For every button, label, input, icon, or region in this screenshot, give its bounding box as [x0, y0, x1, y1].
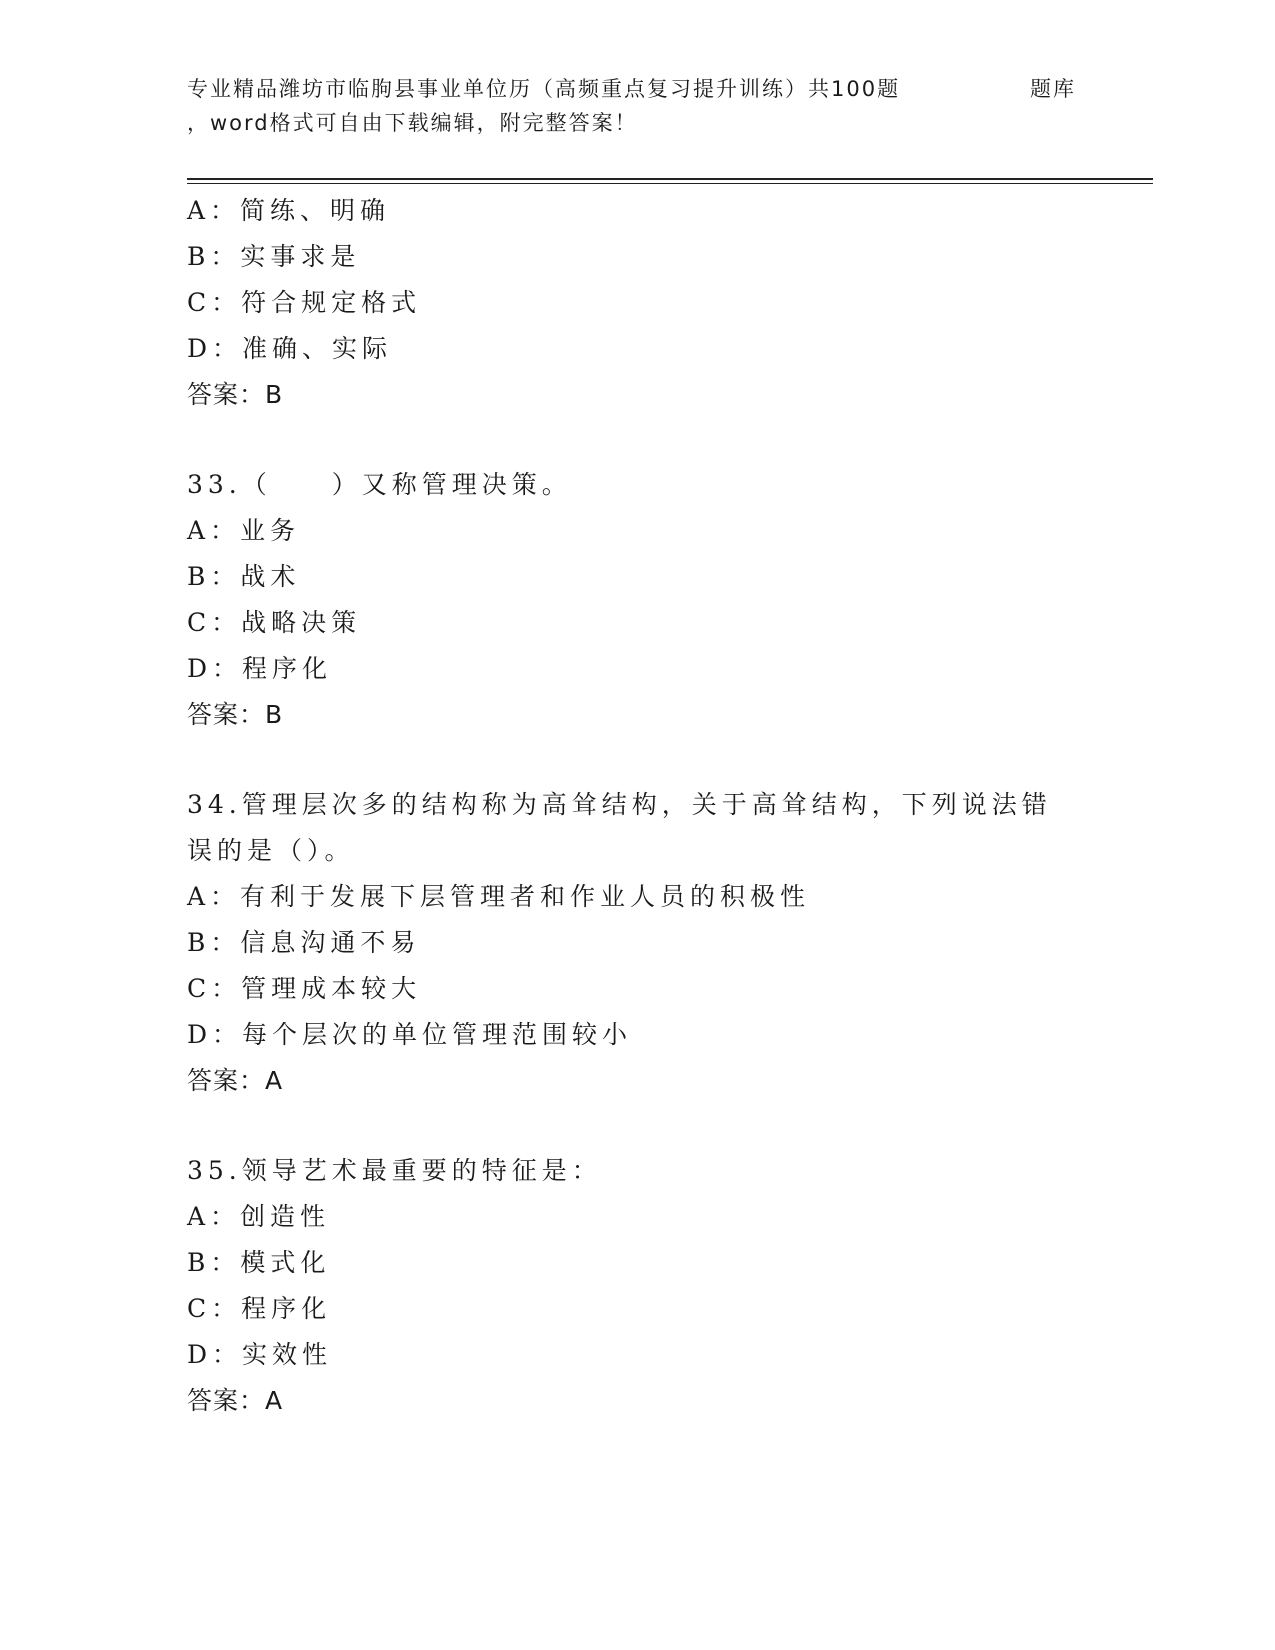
- document-subtitle: ，word格式可自由下载编辑，附完整答案！: [187, 111, 638, 135]
- spacer: [187, 1104, 1147, 1148]
- option-b: B：模式化: [187, 1248, 331, 1277]
- answer-line: 答案：B: [187, 380, 284, 409]
- option-d: D：程序化: [187, 654, 333, 683]
- option-c: C：符合规定格式: [187, 288, 422, 317]
- header-divider-thin: [187, 183, 1153, 184]
- header-divider-thick: [187, 178, 1153, 180]
- option-b: B：战术: [187, 562, 301, 591]
- header-line: [187, 72, 1087, 106]
- question-block-33: [187, 462, 1147, 738]
- option-a: A：创造性: [187, 1202, 331, 1231]
- option-a: A：业务: [187, 516, 301, 545]
- option-c: C：管理成本较大: [187, 974, 422, 1003]
- option-d: D：每个层次的单位管理范围较小: [187, 1020, 633, 1049]
- answer-line: 答案：A: [187, 1386, 284, 1415]
- document-title: 专业精品潍坊市临朐县事业单位历（高频重点复习提升训练）共100题: [187, 77, 901, 101]
- spacer: [187, 418, 1147, 462]
- spacer: [187, 738, 1147, 782]
- question-block-32: [187, 188, 1147, 418]
- option-b: B：信息沟通不易: [187, 928, 421, 957]
- option-c: C：程序化: [187, 1294, 332, 1323]
- question-stem: 35.领导艺术最重要的特征是：: [187, 1156, 602, 1185]
- question-stem: 34.管理层次多的结构称为高耸结构，关于高耸结构，下列说法错误的是（）。: [187, 790, 1052, 865]
- option-c: C：战略决策: [187, 608, 362, 637]
- option-a: A：有利于发展下层管理者和作业人员的积极性: [187, 882, 811, 911]
- option-a: A：简练、明确: [187, 196, 391, 225]
- page-header: [187, 72, 1087, 140]
- answer-line: 答案：B: [187, 700, 284, 729]
- option-d: D：准确、实际: [187, 334, 393, 363]
- question-block-34: [187, 782, 1147, 1104]
- question-list: [187, 188, 1147, 1424]
- document-repo-label: 题库: [1030, 77, 1076, 101]
- question-block-35: [187, 1148, 1147, 1424]
- answer-line: 答案：A: [187, 1066, 284, 1095]
- option-d: D：实效性: [187, 1340, 333, 1369]
- option-b: B：实事求是: [187, 242, 361, 271]
- question-stem: 33.（ ）又称管理决策。: [187, 470, 572, 499]
